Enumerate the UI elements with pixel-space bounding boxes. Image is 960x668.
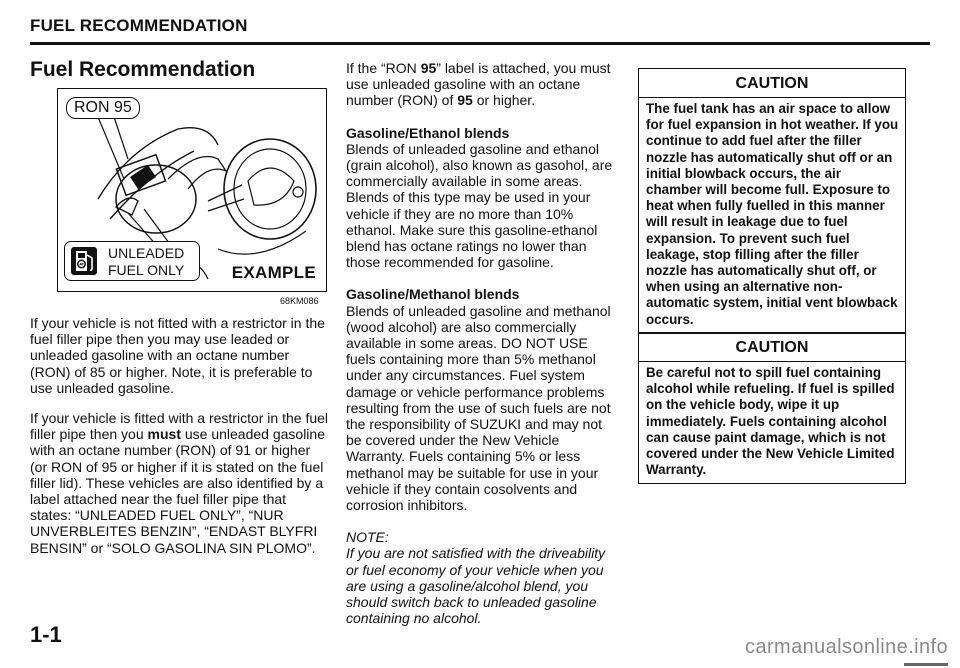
caution-box-alcohol-spill bbox=[638, 332, 906, 484]
section-title: Fuel Recommendation bbox=[30, 58, 256, 81]
heading-ethanol: Gasoline/Ethanol blends bbox=[346, 124, 510, 141]
watermark: carmanualsonline.info bbox=[745, 636, 948, 658]
heading-methanol: Gasoline/Methanol blends bbox=[346, 286, 520, 303]
fuel-pump-icon bbox=[70, 246, 98, 276]
paragraph-restrictor: If your vehicle is fitted with a restrictor in the fuel filler pipe then you must use unleaded gasoline with an octane number (RON) of 91 or higher (or RON of 95 or higher if it is stated on the fuel filler lid). These vehicles are also identified by a label attached near the fuel filler pipe that states: “UNLEADED FUEL ONLY”, “NUR UNVERBLEITES BENZIN”, “ENDAST BLYFRI BENSIN” or “SOLO GASOLINA SIN PLOMO”. bbox=[30, 410, 329, 556]
paragraph-methanol: Blends of unleaded gasoline and methanol (wood alcohol) are also commercially available in some areas. DO NOT USE fuels containing more than 5% methanol under any circumstances. Fuel system damage or vehicle performance problems resulting from the use of such fuels are not the responsibility of SUZUKI and may not be covered under the New Vehicle Warranty. Fuels containing 5% or less methanol may be suitable for use in your vehicle if they contain cosolvents and corrosion inhibitors. bbox=[346, 302, 611, 514]
ron-95-label: RON 95 bbox=[66, 97, 140, 119]
paragraph-no-restrictor: If your vehicle is not fitted with a restrictor in the fuel filler pipe then you may use leaded or unleaded gasoline with an octane number (RON) of 85 or higher. Note, it is preferable to use unleaded gasoline. bbox=[30, 315, 325, 396]
example-caption: EXAMPLE bbox=[231, 263, 316, 282]
paragraph-ron95: If the “RON 95” label is attached, you must use unleaded gasoline with an octane number (RON) of 95 or higher. bbox=[346, 60, 611, 109]
page-number: 1-1 bbox=[30, 622, 62, 647]
caution-body: Be careful not to spill fuel containing alcohol while refueling. If fuel is spilled on the vehicle body, wipe it up immediately. Fuels containing alcohol can cause paint damage, which is not covered under the New Vehicle Limited Warranty. bbox=[646, 365, 895, 478]
figure-code: 68KM086 bbox=[280, 296, 319, 306]
caution-box-fuel-expansion bbox=[638, 68, 906, 334]
caution-body: The fuel tank has an air space to allow for fuel expansion in hot weather. If you continue to add fuel after the filler nozzle has automatically shut off or an initial blowback occurs, the air chamber will become full. Exposure to heat when fully fuelled in this manner will result in leakage due to fuel expansion. To prevent such fuel leakage, stop filling after the filler nozzle has automatically shut off, or when using an alternative non-automatic system, initial vent blowback occurs. bbox=[646, 101, 899, 327]
header-rule bbox=[30, 42, 930, 45]
note-text: If you are not satisfied with the driveability or fuel economy of your vehicle when you are using a gasoline/alcohol blend, you should switch back to unleaded gasoline containing no alcohol. bbox=[346, 545, 606, 627]
note-label: NOTE: bbox=[346, 529, 389, 546]
unleaded-fuel-label bbox=[64, 241, 200, 281]
fuel-filler-figure bbox=[57, 88, 327, 292]
fuel-label-line2: FUEL ONLY bbox=[108, 262, 185, 278]
watermark-bar bbox=[904, 663, 948, 666]
caution-title: CAUTION bbox=[639, 69, 905, 98]
paragraph-ethanol: Blends of unleaded gasoline and ethanol (grain alcohol), also known as gasohol, are commercially available in some areas. Blends of this type may be used in your vehicle if they are no more than 10% ethanol. Make sure this gasoline-ethanol blend has octane ratings no lower than those recommended for gasoline. bbox=[346, 140, 613, 271]
running-header: FUEL RECOMMENDATION bbox=[30, 16, 248, 35]
caution-title: CAUTION bbox=[639, 333, 905, 362]
fuel-label-line1: UNLEADED bbox=[108, 245, 185, 261]
emphasis-must: must bbox=[147, 426, 181, 443]
column-middle bbox=[346, 60, 619, 627]
column-left bbox=[30, 315, 328, 556]
